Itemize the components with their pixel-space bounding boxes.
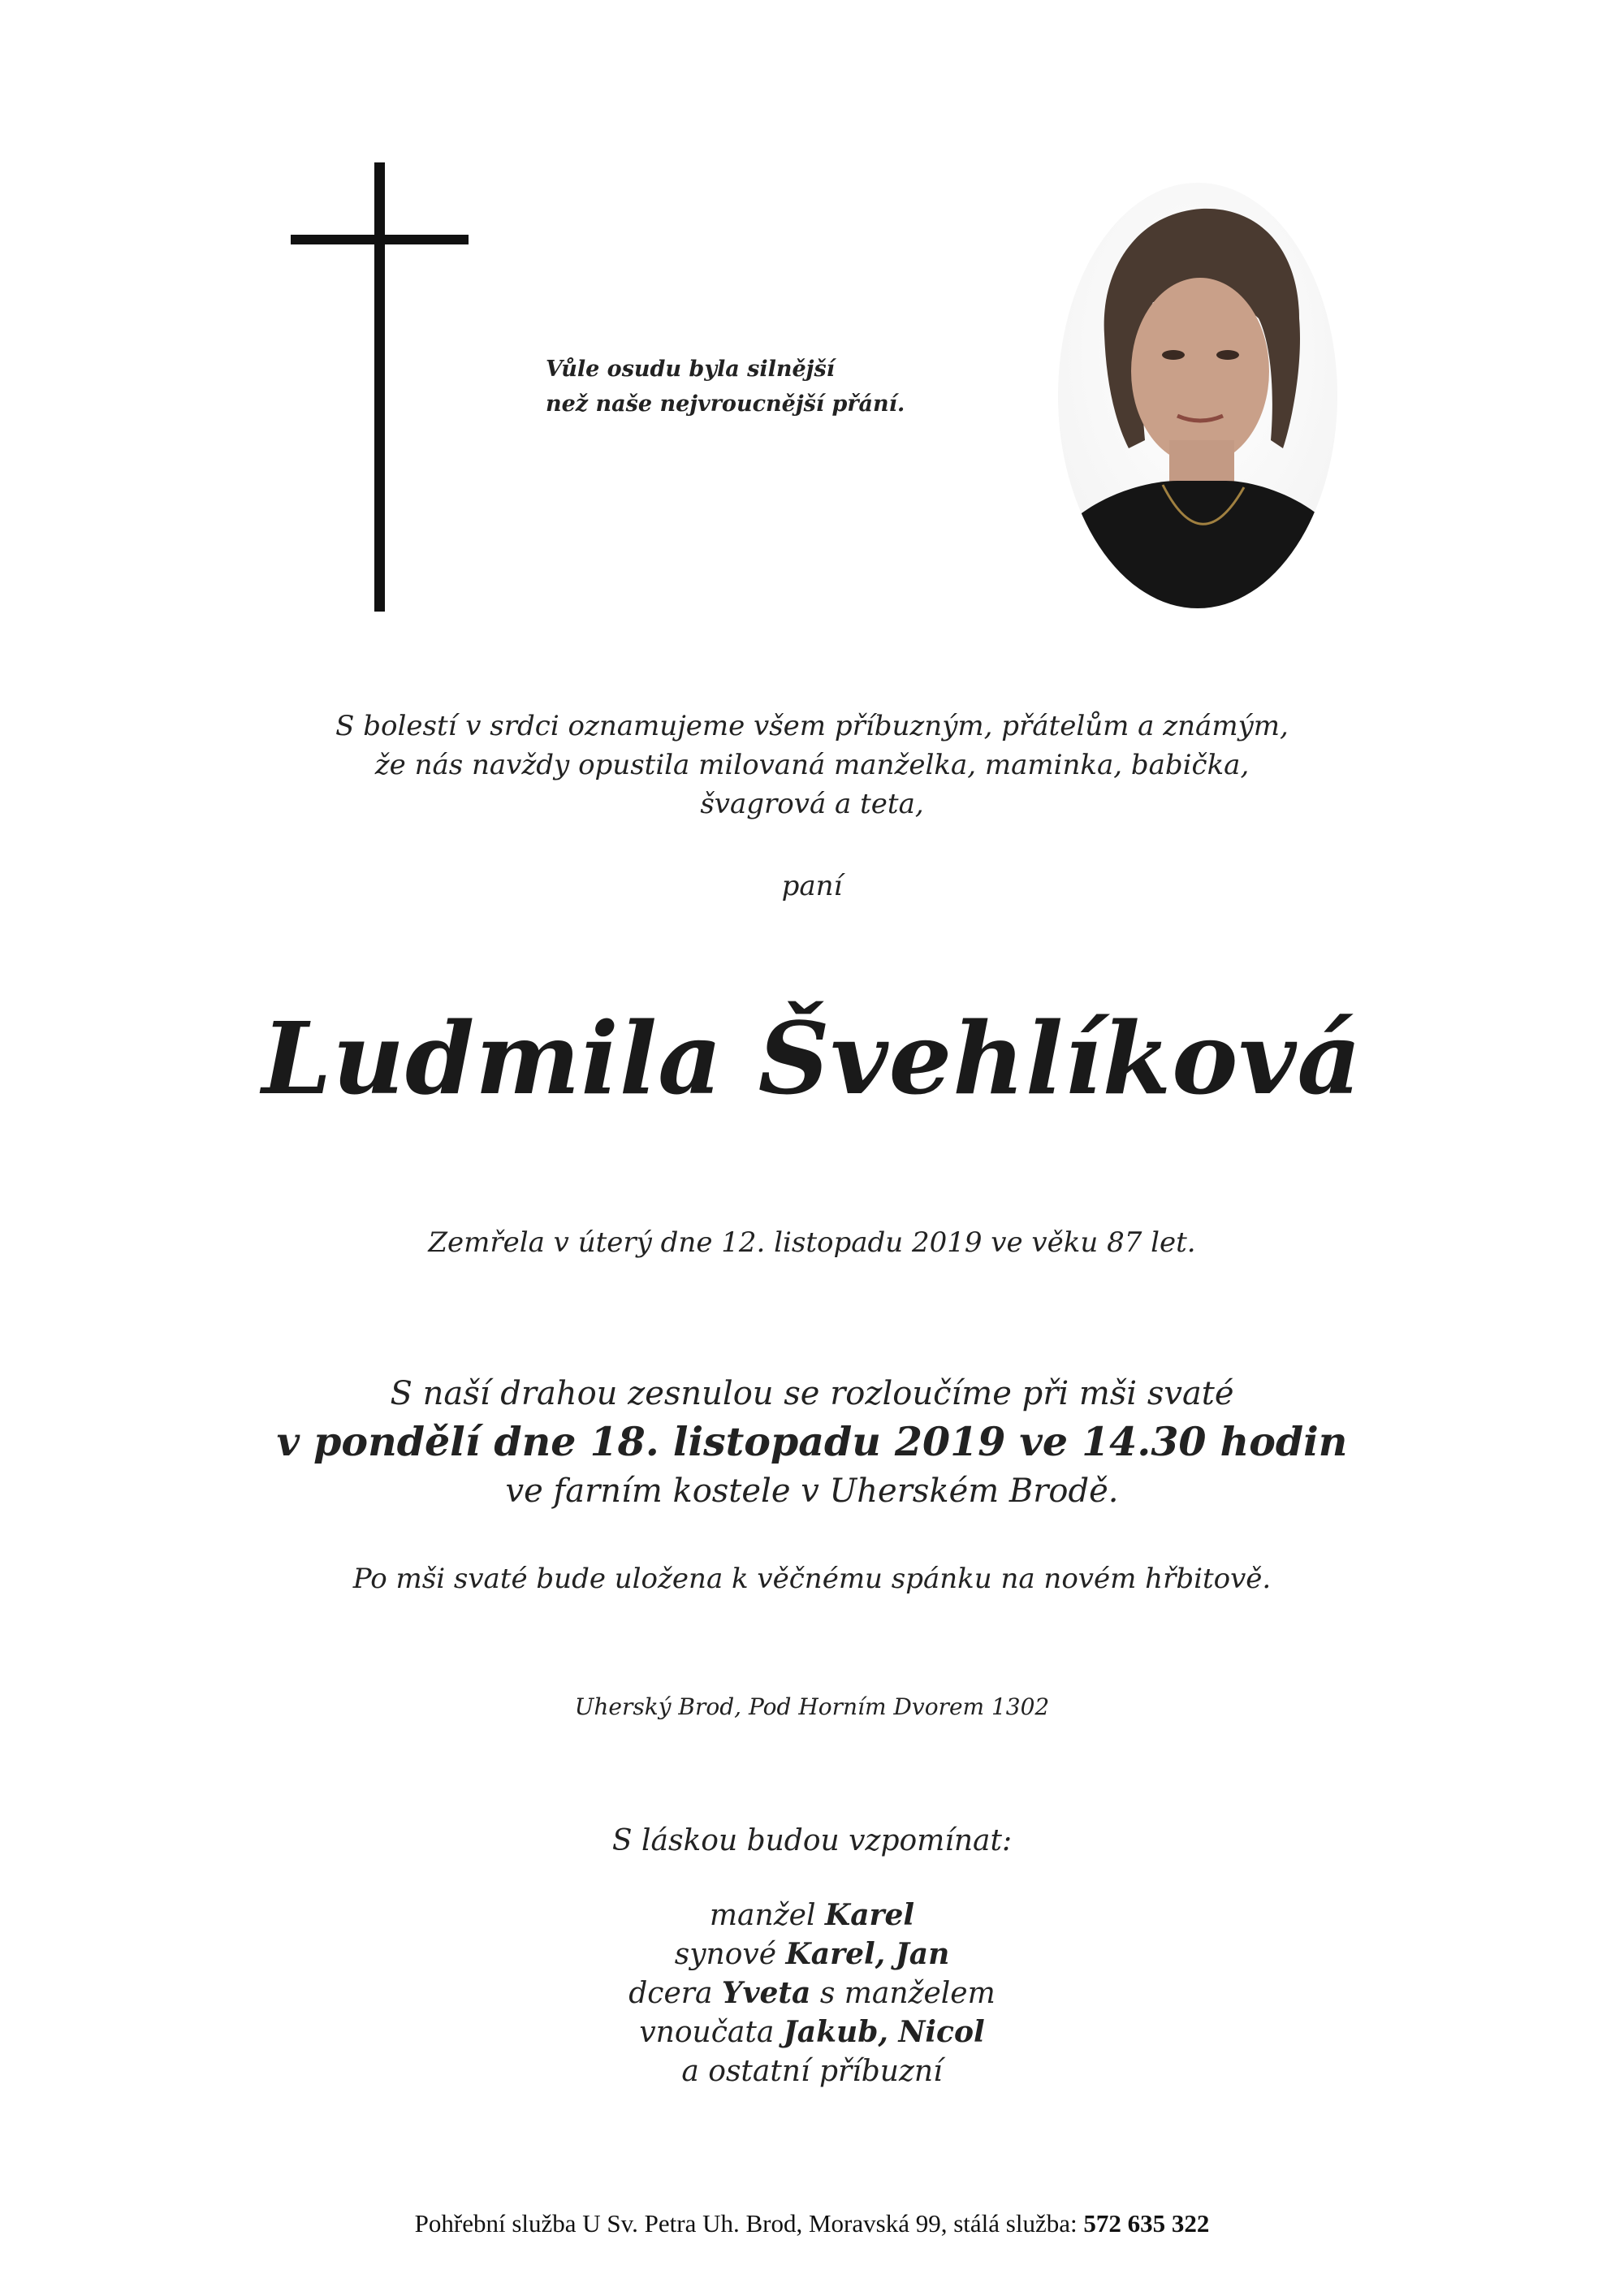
family-member: a ostatní příbuzní xyxy=(681,2055,943,2088)
footer-phone: 572 635 322 xyxy=(1083,2209,1210,2238)
death-notice: Zemřela v úterý dne 12. listopadu 2019 ve věku 87 let. xyxy=(428,1226,1196,1259)
motto-line: Vůle osudu byla silnější xyxy=(546,357,835,382)
remember-heading: S láskou budou vzpomínat: xyxy=(611,1824,1013,1857)
honorific: paní xyxy=(781,870,843,902)
announcement-line: S bolestí v srdci oznamujeme všem příbuzným, přátelům a známým, xyxy=(335,710,1289,742)
announcement xyxy=(0,707,1624,824)
mass-place: ve farním kostele v Uherském Brodě. xyxy=(505,1472,1119,1510)
family-member: synové Karel, Jan xyxy=(674,1937,950,1971)
family-list xyxy=(0,1896,1624,2091)
family-member: manžel Karel xyxy=(709,1898,915,1932)
motto-line: než naše nejvroucnější přání. xyxy=(546,391,905,417)
announcement-line: švagrová a teta, xyxy=(700,788,924,820)
deceased-name: Ludmila Švehlíková xyxy=(261,1000,1363,1117)
address: Uherský Brod, Pod Horním Dvorem 1302 xyxy=(574,1693,1050,1720)
family-member: vnoučata Jakub, Nicol xyxy=(639,2015,985,2049)
footer xyxy=(0,2209,1624,2238)
motto xyxy=(546,352,1033,422)
mass-line-1: S naší drahou zesnulou se rozloučíme při mši svaté xyxy=(390,1375,1234,1412)
cross-icon-horizontal xyxy=(291,235,469,244)
burial-notice: Po mši svaté bude uložena k věčnému spánku na novém hřbitově. xyxy=(352,1563,1272,1595)
mass-date: v pondělí dne 18. listopadu 2019 ve 14.30 hodin xyxy=(276,1418,1348,1465)
footer-text: Pohřební služba U Sv. Petra Uh. Brod, Moravská 99, stálá služba: xyxy=(414,2209,1084,2238)
announcement-line: že nás navždy opustila milovaná manželka, maminka, babička, xyxy=(374,749,1250,781)
family-member: dcera Yveta s manželem xyxy=(628,1976,996,2010)
cross-icon-vertical xyxy=(374,162,385,612)
portrait-photo xyxy=(1056,180,1340,611)
